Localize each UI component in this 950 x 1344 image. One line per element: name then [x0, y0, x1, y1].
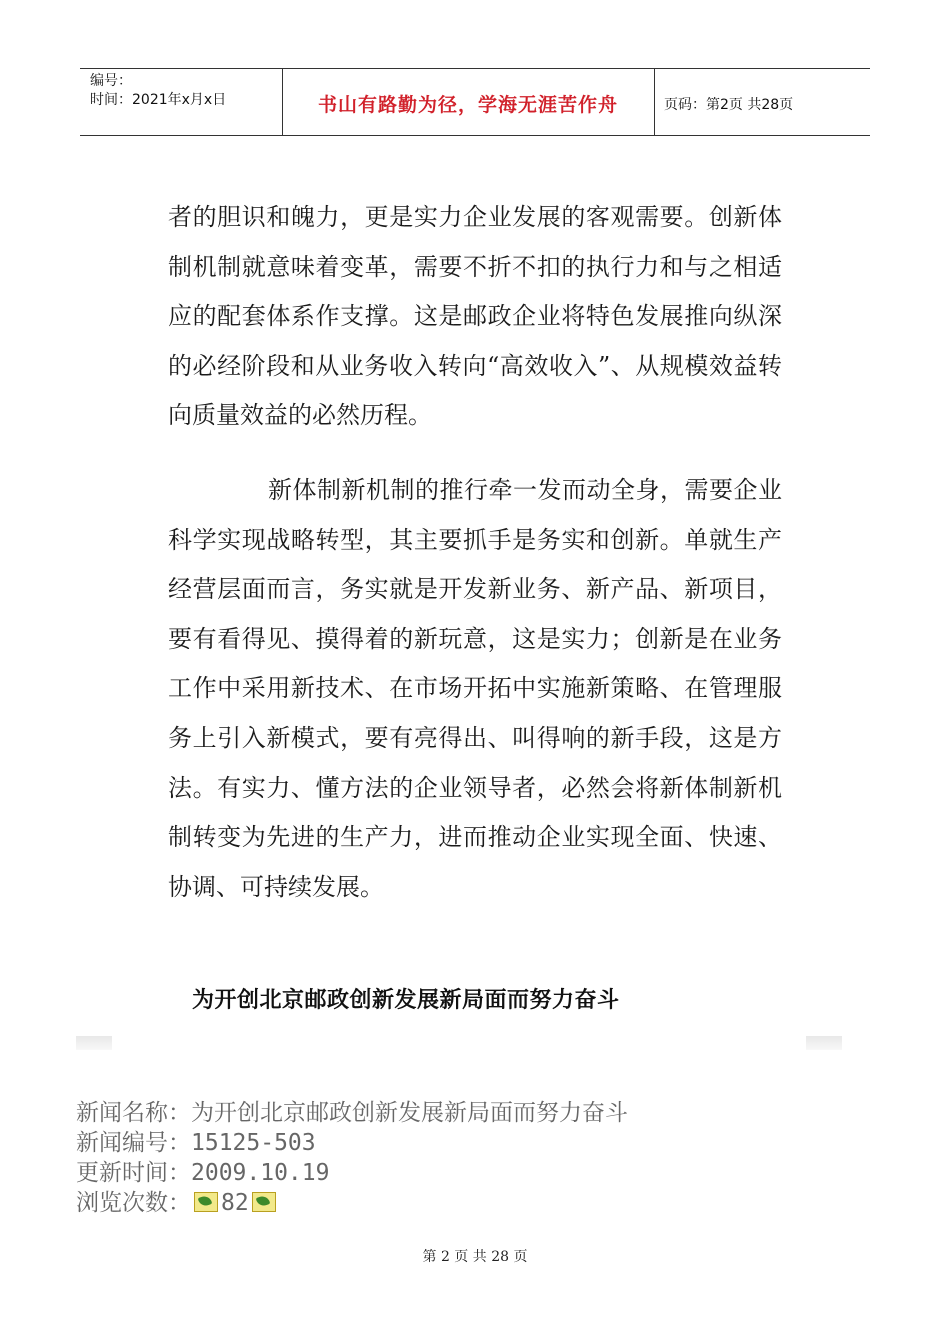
header-motto: 书山有路勤为径，学海无涯苦作舟: [317, 94, 618, 116]
header-bottom-rule: [80, 135, 870, 136]
counter-left-icon: [194, 1192, 218, 1212]
header-top-rule: [80, 68, 870, 69]
body-paragraph-2: 新体制新机制的推行牵一发而动全身，需要企业科学实现战略转型，其主要抓手是务实和创新。单就生产经营层面而言，务实就是开发新业务、新产品、新项目，要有看得见、摸得着的新玩意，这是实力；创新是在业务工作中采用新技术、在市场开拓中实施新策略、在管理服务上引入新模式，要有亮得出、叫得响的新手段，这是方法。有实力、懂方法的企业领导者，必然会将新体制新机制转变为先进的生产力，进而推动企业实现全面、快速、协调、可持续发展。: [168, 476, 782, 901]
document-header: [80, 68, 870, 136]
news-id: 新闻编号：15125-503: [76, 1130, 316, 1156]
news-views-label: 浏览次数：: [76, 1190, 191, 1216]
header-time: 时间：2021年x月x日: [90, 92, 227, 108]
article-title: 为开创北京邮政创新发展新局面而努力奋斗: [192, 988, 620, 1013]
news-info-block: [76, 1098, 628, 1218]
page-footer: 第 2 页 共 28 页: [422, 1249, 528, 1265]
header-serial: 编号：: [90, 73, 132, 89]
counter-right-icon: [252, 1192, 276, 1212]
news-views-row: [76, 1188, 628, 1218]
news-update-time: 更新时间：2009.10.19: [76, 1160, 330, 1186]
header-page-info: 页码：第2页 共28页: [664, 97, 794, 113]
decorative-shade-right: [806, 1036, 842, 1050]
header-meta: [90, 72, 226, 110]
decorative-shade-left: [76, 1036, 112, 1050]
news-views-count: 82: [221, 1190, 249, 1216]
body-paragraph-1: 者的胆识和魄力，更是实力企业发展的客观需要。创新体制机制就意味着变革，需要不折不扣的执行力和与之相适应的配套体系作支撑。这是邮政企业将特色发展推向纵深的必经阶段和从业务收入转向“高效收入”、从规模效益转向质量效益的必然历程。: [168, 203, 782, 430]
header-divider-right: [654, 68, 655, 136]
news-name: 新闻名称：为开创北京邮政创新发展新局面而努力奋斗: [76, 1100, 628, 1126]
